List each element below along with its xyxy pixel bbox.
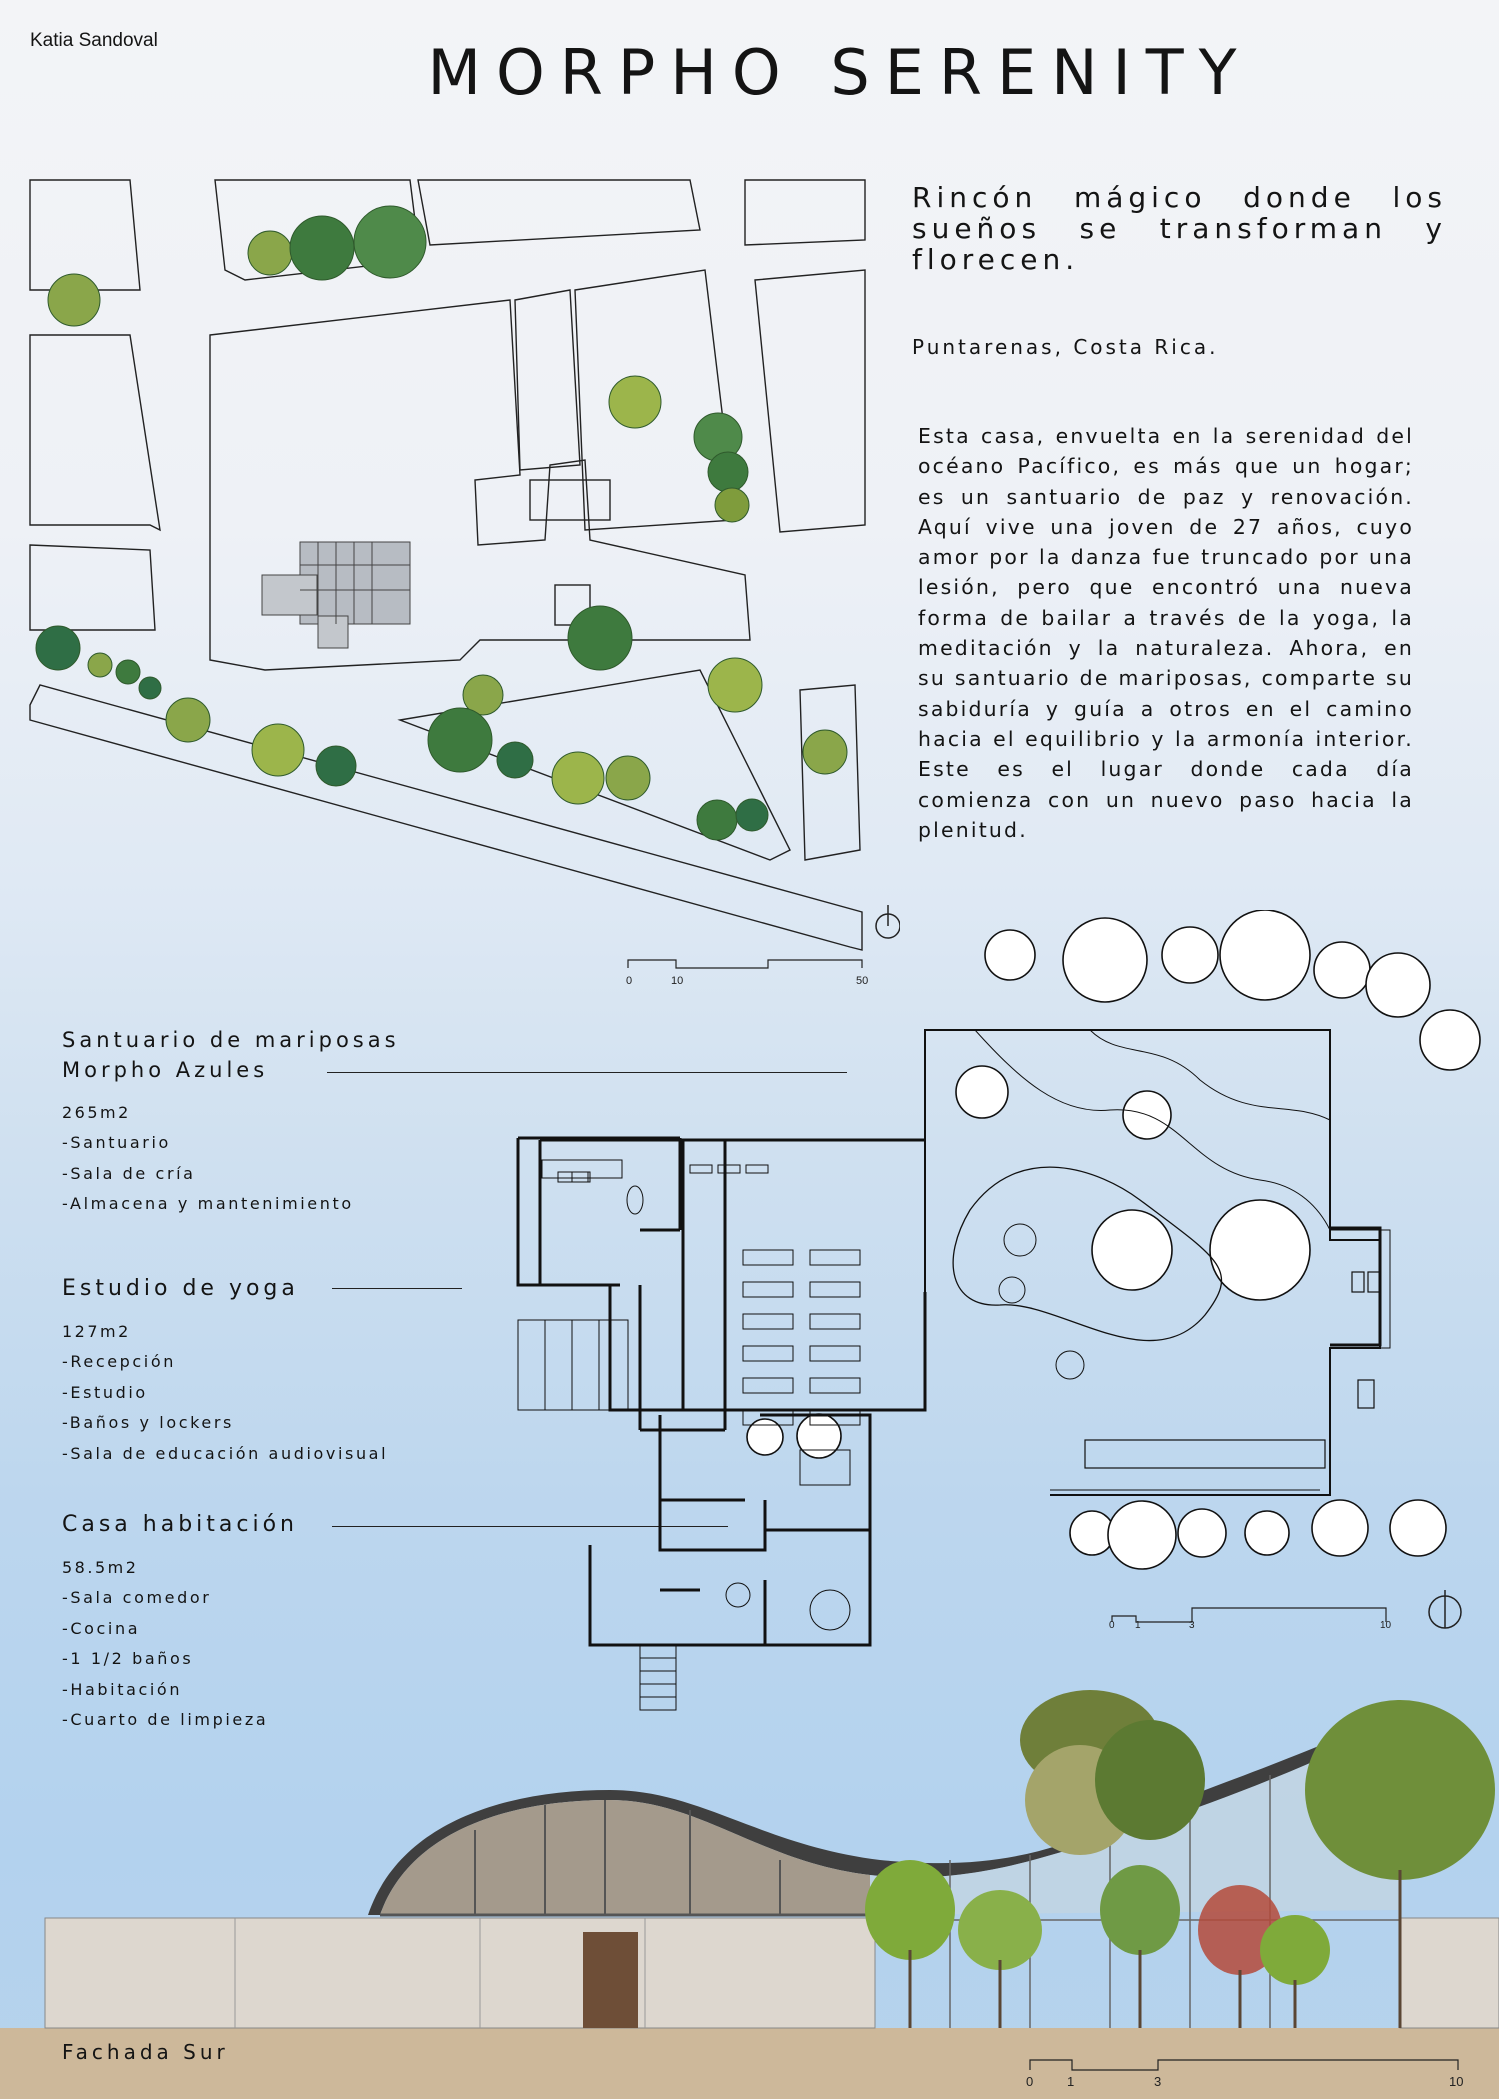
facade-scale-label-0: 0 bbox=[1026, 2074, 1034, 2089]
facade-scale-label-3: 3 bbox=[1154, 2074, 1162, 2089]
plan-scale-bar bbox=[1112, 1608, 1386, 1622]
door bbox=[583, 1932, 638, 2028]
plan-scale-label-3: 3 bbox=[1189, 1620, 1195, 1631]
site-scale-label-0: 0 bbox=[626, 975, 633, 987]
site-scale-label-10: 10 bbox=[671, 975, 684, 987]
title-wrap bbox=[0, 36, 1499, 109]
section-divider bbox=[332, 1288, 462, 1289]
facade-scale-label-1: 1 bbox=[1067, 2074, 1075, 2089]
description: Esta casa, envuelta en la serenidad del océano Pacífico, es más que un hogar; es un santuario de paz y renovación. Aquí vive una joven de 27 años, cuyo amor por la danza fue truncado por una lesión, pero que encontró una nueva forma de bailar a través de la yoga, la meditación y la naturaleza. Ahora, en su santuario de mariposas, comparte su sabiduría y guía a otros en el camino hacia el equilibrio y la armonía interior. Este es el lugar donde cada día comienza con un nuevo paso hacia la plenitud. bbox=[918, 424, 1414, 842]
list-item: -1 1/2 baños bbox=[62, 1649, 194, 1668]
list-item: -Recepción bbox=[62, 1352, 176, 1371]
location: Puntarenas, Costa Rica. bbox=[912, 335, 1219, 359]
section-area: 127m2 bbox=[62, 1322, 131, 1341]
north-arrow-icon bbox=[1429, 1590, 1461, 1628]
floor-plan bbox=[500, 910, 1499, 1730]
list-item: -Cuarto de limpieza bbox=[62, 1710, 269, 1729]
site-trees bbox=[36, 206, 847, 840]
plan-scale-label-10: 10 bbox=[1380, 1620, 1392, 1631]
list-item: -Almacena y mantenimiento bbox=[62, 1194, 354, 1213]
author-name: Katia Sandoval bbox=[30, 30, 158, 51]
site-building bbox=[262, 542, 410, 648]
list-item: -Habitación bbox=[62, 1679, 183, 1699]
list-item: -Sala comedor bbox=[62, 1588, 212, 1607]
list-item: -Baños y lockers bbox=[62, 1413, 234, 1432]
facade-scale-label-10: 10 bbox=[1449, 2074, 1464, 2089]
section-title: Casa habitación bbox=[62, 1512, 298, 1537]
plan-scale-label-1: 1 bbox=[1135, 1620, 1141, 1631]
section-subtitle: Morpho Azules bbox=[62, 1058, 269, 1082]
site-plan bbox=[0, 160, 900, 990]
site-scale-label-50: 50 bbox=[856, 975, 869, 987]
section-area: 265m2 bbox=[62, 1103, 131, 1122]
plan-scale-label-0: 0 bbox=[1109, 1620, 1115, 1631]
tagline: Rincón mágico donde los sueños se transforman y florecen. bbox=[912, 181, 1447, 276]
facade-label: Fachada Sur bbox=[62, 2040, 229, 2064]
section-area: 58.5m2 bbox=[62, 1558, 139, 1577]
list-item: -Sala de educación audiovisual bbox=[62, 1443, 389, 1463]
section-title: Estudio de yoga bbox=[62, 1276, 299, 1301]
yoga-mats bbox=[743, 1250, 860, 1425]
facade-elevation bbox=[0, 1640, 1499, 2099]
section-title: Santuario de mariposas bbox=[62, 1028, 400, 1052]
page-title: MORPHO SERENITY bbox=[427, 36, 1252, 109]
list-item: -Santuario bbox=[62, 1133, 171, 1152]
list-item: -Sala de cría bbox=[62, 1163, 196, 1183]
list-item: -Estudio bbox=[62, 1382, 148, 1402]
list-item: -Cocina bbox=[62, 1618, 141, 1638]
